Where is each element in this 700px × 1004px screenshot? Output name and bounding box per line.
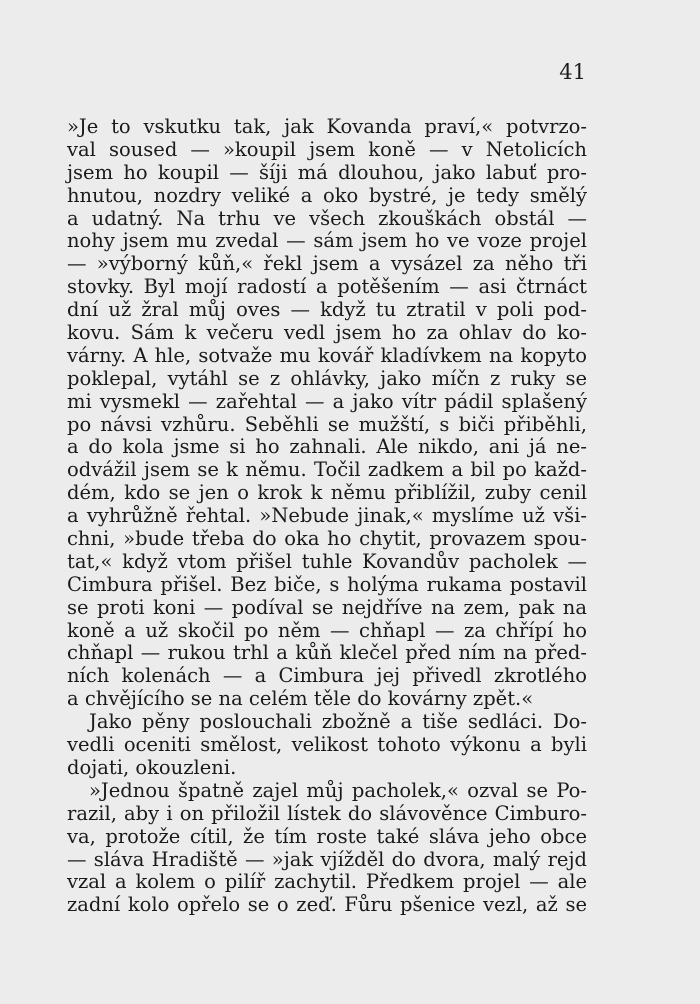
text-line: Cimbura přišel. Bez biče, s holýma rukama postavil — [67, 572, 587, 596]
text-line: ních kolenách — a Cimbura jej přivedl zkrotlého — [67, 664, 587, 688]
text-line: tat,« když vtom přišel tuhle Kovandův pacholek — — [67, 549, 587, 573]
text-line: zadní kolo opřelo se o zeď. Fůru pšenice vezl, až se — [67, 893, 587, 917]
text-line: Jako pěny poslouchali zbožně a tiše sedláci. Do- — [89, 710, 587, 734]
text-line: mi vysmekl — zařehtal — a jako vítr pádil splašený — [67, 389, 587, 413]
text-line: várny. A hle, sotvaže mu kovář kladívkem na kopyto — [67, 343, 587, 367]
text-line: po návsi vzhůru. Seběhli se mužští, s biči přiběhli, — [67, 412, 587, 436]
text-line: poklepal, vytáhl se z ohlávky, jako míčn z ruky se — [67, 366, 587, 390]
page-number: 41 — [559, 60, 586, 84]
text-line: jsem ho koupil — šíji má dlouhou, jako labuť pro- — [67, 160, 587, 184]
text-line: nohy jsem mu zvedal — sám jsem ho ve voze projel — [67, 229, 587, 253]
text-line: a do kola jsme si ho zahnali. Ale nikdo, ani já ne- — [67, 435, 587, 459]
text-line: chňapl — rukou trhl a kůň klečel před ním na před- — [67, 641, 587, 665]
body-text — [67, 116, 587, 917]
text-line: se proti koni — podíval se nejdříve na zem, pak na — [67, 595, 587, 619]
text-line: odvážil jsem se k němu. Točil zadkem a bil po každ- — [67, 458, 587, 482]
text-line: koně a už skočil po něm — chňapl — za chřípí ho — [67, 618, 587, 642]
text-line: dém, kdo se jen o krok k němu přiblížil, zuby cenil — [67, 481, 587, 505]
text-line: va, protože cítil, že tím roste také sláva jeho obce — [67, 824, 587, 848]
text-line: vzal a kolem o pilíř zachytil. Předkem projel — ale — [67, 870, 587, 894]
text-line: hnutou, nozdry veliké a oko bystré, je tedy smělý — [67, 183, 587, 207]
text-line: dojati, okouzleni. — [67, 755, 237, 779]
text-line: a udatný. Na trhu ve všech zkouškách obstál — — [67, 206, 587, 230]
text-line: razil, aby i on přiložil lístek do slávověnce Cimburo- — [67, 801, 587, 825]
text-line: — »výborný kůň,« řekl jsem a vysázel za něho tři — [67, 252, 587, 276]
text-line: »Jednou špatně zajel můj pacholek,« ozval se Po- — [89, 778, 587, 802]
text-line: a vyhrůžně řehtal. »Nebude jinak,« myslíme už vši- — [67, 504, 587, 528]
text-line: kovu. Sám k večeru vedl jsem ho za ohlav do ko- — [67, 321, 587, 345]
text-line: — sláva Hradiště — »jak vjížděl do dvora, malý rejd — [67, 847, 587, 871]
text-line: dní už žral můj oves — když tu ztratil v poli pod- — [67, 298, 587, 322]
text-line: »Je to vskutku tak, jak Kovanda praví,« potvrzo- — [67, 115, 587, 138]
text-line: chni, »bude třeba do oka ho chytit, provazem spou- — [67, 527, 587, 551]
text-line: a chvějícího se na celém těle do kovárny zpět.« — [67, 687, 534, 711]
text-line: val soused — »koupil jsem koně — v Netolicích — [67, 137, 587, 161]
text-line: vedli oceniti smělost, velikost tohoto výkonu a byli — [67, 733, 587, 757]
text-line: stovky. Byl mojí radostí a potěšením — asi čtrnáct — [67, 275, 587, 299]
